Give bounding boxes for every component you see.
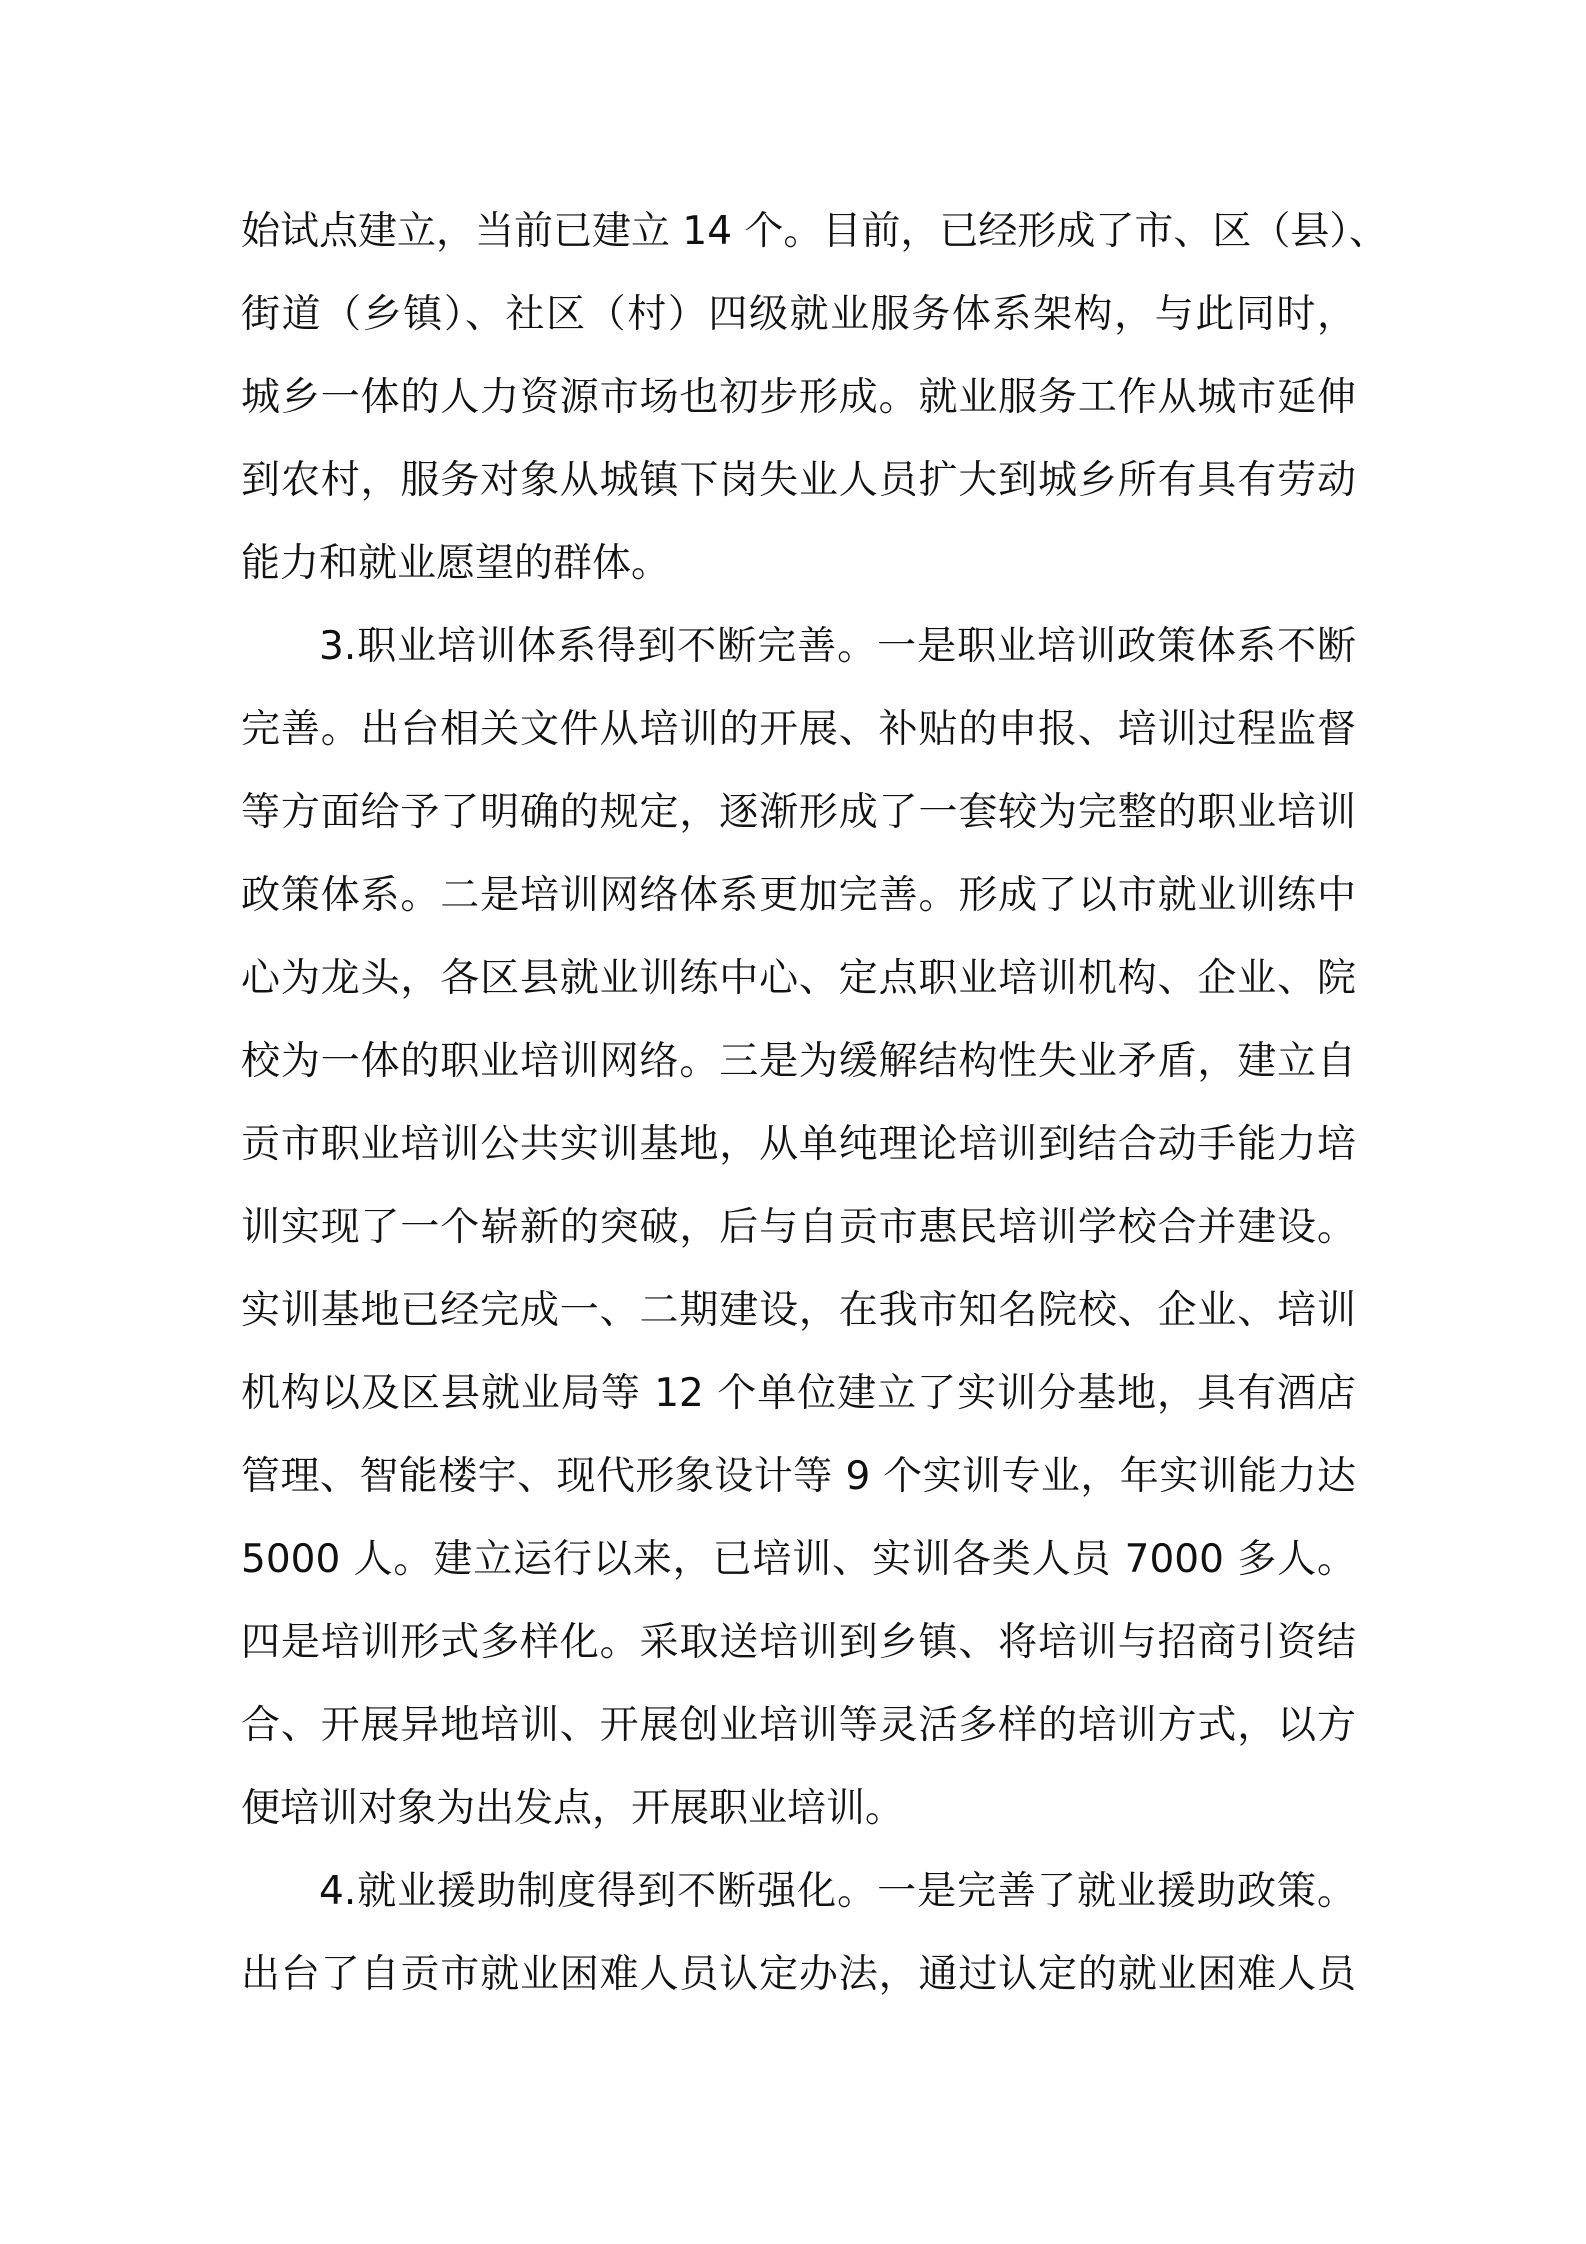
text-line: 实训基地已经完成一、二期建设，在我市知名院校、企业、培训 — [241, 1288, 1356, 1333]
text-line: 等方面给予了明确的规定，逐渐形成了一套较为完整的职业培训 — [241, 790, 1356, 835]
text-line: 四是培训形式多样化。采取送培训到乡镇、将培训与招商引资结 — [241, 1620, 1356, 1665]
text-line: 能力和就业愿望的群体。 — [241, 541, 671, 586]
text-line: 政策体系。二是培训网络体系更加完善。形成了以市就业训练中 — [241, 873, 1356, 918]
text-line: 机构以及区县就业局等 12 个单位建立了实训分基地，具有酒店 — [241, 1371, 1356, 1416]
text-line: 心为龙头，各区县就业训练中心、定点职业培训机构、企业、院 — [241, 956, 1356, 1001]
text-line: 到农村，服务对象从城镇下岗失业人员扩大到城乡所有具有劳动 — [241, 458, 1356, 503]
text-line: 街道（乡镇）、社区（村）四级就业服务体系架构，与此同时， — [241, 292, 1356, 337]
text-line: 完善。出台相关文件从培训的开展、补贴的申报、培训过程监督 — [241, 707, 1356, 752]
text-line: 始试点建立，当前已建立 14 个。目前，已经形成了市、区（县）、 — [241, 209, 1388, 254]
text-line: 出台了自贡市就业困难人员认定办法，通过认定的就业困难人员 — [241, 1952, 1356, 1997]
text-line: 城乡一体的人力资源市场也初步形成。就业服务工作从城市延伸 — [241, 375, 1356, 420]
text-line: 贡市职业培训公共实训基地，从单纯理论培训到结合动手能力培 — [241, 1122, 1356, 1167]
section-heading-line: 3.职业培训体系得到不断完善。一是职业培训政策体系不断 — [319, 624, 1356, 669]
text-line: 便培训对象为出发点，开展职业培训。 — [241, 1786, 905, 1831]
text-line: 管理、智能楼宇、现代形象设计等 9 个实训专业，年实训能力达 — [241, 1454, 1356, 1499]
text-line: 合、开展异地培训、开展创业培训等灵活多样的培训方式，以方 — [241, 1703, 1356, 1748]
text-line: 训实现了一个崭新的突破，后与自贡市惠民培训学校合并建设。 — [241, 1205, 1356, 1250]
text-line: 校为一体的职业培训网络。三是为缓解结构性失业矛盾，建立自 — [241, 1039, 1356, 1084]
text-line: 5000 人。建立运行以来，已培训、实训各类人员 7000 多人。 — [241, 1537, 1356, 1582]
body-text — [241, 190, 1388, 2016]
section-heading-line: 4.就业援助制度得到不断强化。一是完善了就业援助政策。 — [319, 1869, 1356, 1914]
